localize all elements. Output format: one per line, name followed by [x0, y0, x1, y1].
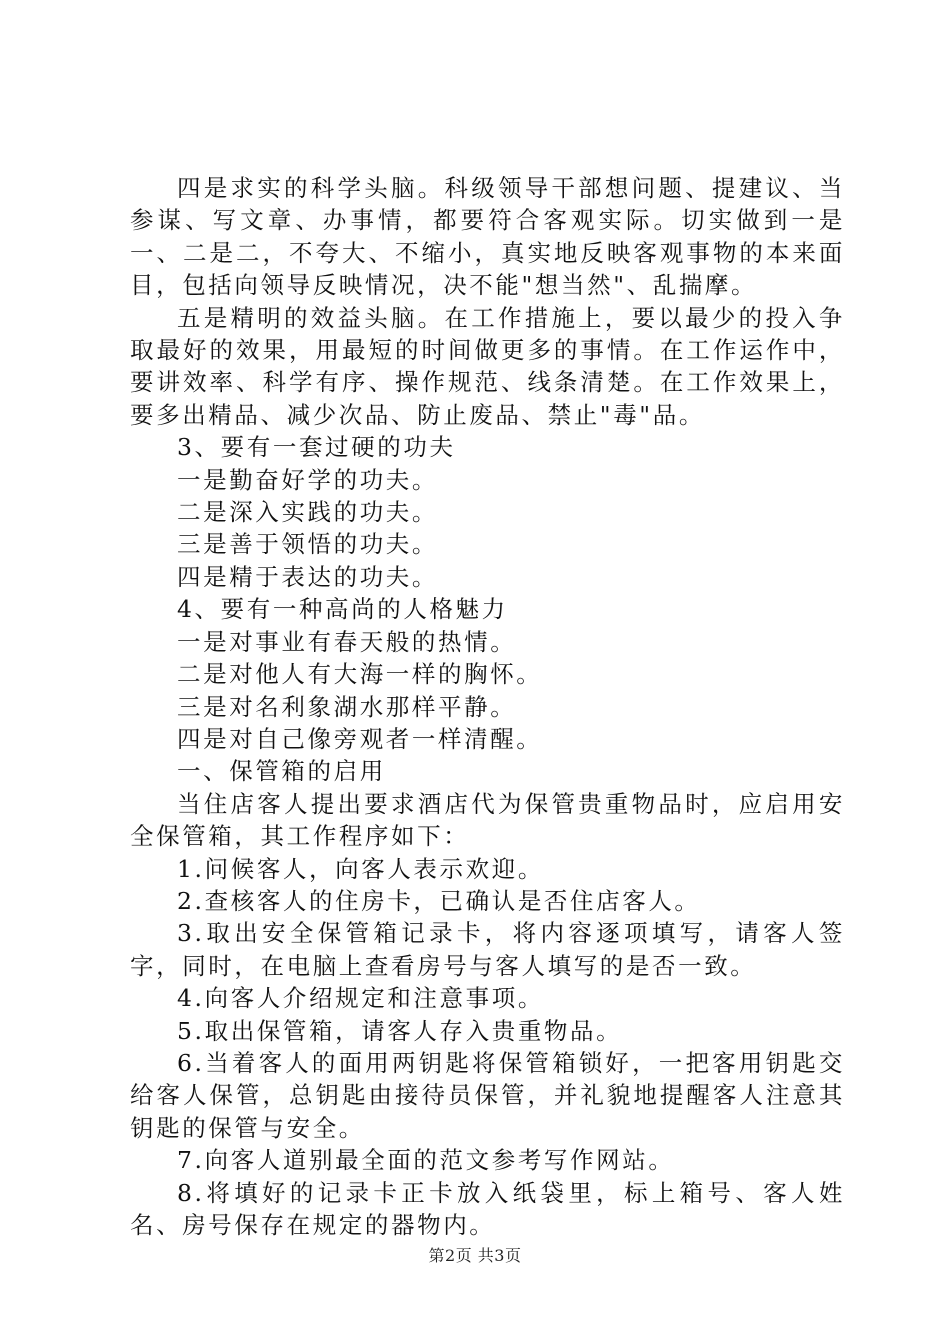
- list-item-charisma-2: 二是对他人有大海一样的胸怀。: [177, 660, 543, 689]
- step-item-3: 3.取出安全保管箱记录卡，将内容逐项填写，请客人签字，同时，在电脑上查看房号与客人填写的是否一致。: [130, 919, 845, 980]
- section-heading-safe-box: 一、保管箱的启用: [177, 757, 386, 786]
- step-item-4: 4.向客人介绍规定和注意事项。: [177, 984, 544, 1013]
- step-item-5: 5.取出保管箱，请客人存入贵重物品。: [177, 1016, 623, 1045]
- section-heading-charisma: 4、要有一种高尚的人格魅力: [177, 595, 508, 624]
- step-item-8: 8.将填好的记录卡正卡放入纸袋里，标上箱号、客人姓名、房号保存在规定的器物内。: [130, 1178, 845, 1239]
- list-item-charisma-1: 一是对事业有春天般的热情。: [177, 627, 517, 656]
- step-item-6: 6.当着客人的面用两钥匙将保管箱锁好，一把客用钥匙交给客人保管，总钥匙由接待员保管，并礼貌地提醒客人注意其钥匙的保管与安全。: [130, 1048, 845, 1142]
- paragraph-scientific-mind: 四是求实的科学头脑。科级领导干部想问题、提建议、当参谋、写文章、办事情，都要符合客观实际。切实做到一是一、二是二，不夸大、不缩小，真实地反映客观事物的本来面目，包括向领导反映情况，决不能"想当然"、乱揣摩。: [130, 174, 845, 300]
- paragraph-safe-box-intro: 当住店客人提出要求酒店代为保管贵重物品时，应启用安全保管箱，其工作程序如下：: [130, 789, 845, 851]
- paragraph-efficiency-mind: 五是精明的效益头脑。在工作措施上，要以最少的投入争取最好的效果，用最短的时间做更多的事情。在工作运作中，要讲效率、科学有序、操作规范、线条清楚。在工作效果上，要多出精品、减少次品、防止废品、禁止"毒"品。: [130, 303, 845, 429]
- step-item-1: 1.问候客人，向客人表示欢迎。: [177, 854, 544, 883]
- document-body: [130, 172, 845, 1241]
- list-item-charisma-4: 四是对自己像旁观者一样清醒。: [177, 724, 543, 753]
- list-item-charisma-3: 三是对名利象湖水那样平静。: [177, 692, 517, 721]
- page-number-footer: 第2页 共3页: [428, 1246, 522, 1265]
- step-item-7: 7.向客人道别最全面的范文参考写作网站。: [177, 1146, 675, 1175]
- section-heading-skills: 3、要有一套过硬的功夫: [177, 433, 456, 462]
- list-item-skill-4: 四是精于表达的功夫。: [177, 562, 438, 591]
- step-item-2: 2.查核客人的住房卡，已确认是否住店客人。: [177, 886, 701, 915]
- list-item-skill-1: 一是勤奋好学的功夫。: [177, 465, 438, 494]
- list-item-skill-3: 三是善于领悟的功夫。: [177, 530, 438, 559]
- list-item-skill-2: 二是深入实践的功夫。: [177, 498, 438, 527]
